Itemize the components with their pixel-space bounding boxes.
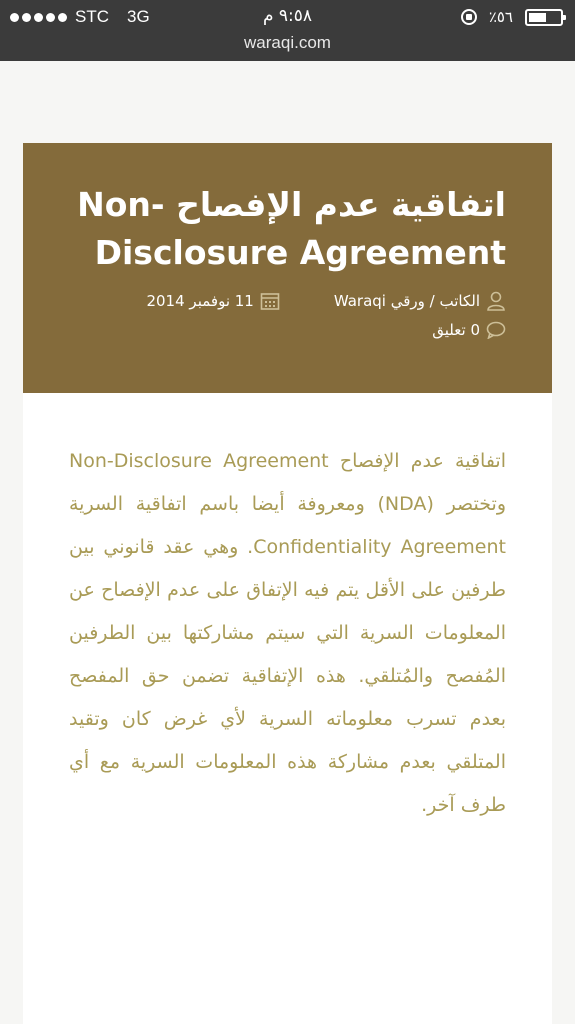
comments-link[interactable]: 0 تعليق bbox=[432, 321, 480, 339]
carrier-name: STC bbox=[75, 7, 109, 26]
network-type: 3G bbox=[127, 7, 150, 26]
post-date: 11 نوفمبر 2014 bbox=[146, 292, 254, 310]
battery-fill bbox=[529, 13, 546, 22]
article-header bbox=[23, 143, 552, 393]
author-meta bbox=[334, 291, 506, 311]
comments-meta bbox=[432, 321, 506, 339]
address-bar-url[interactable]: waraqi.com bbox=[244, 33, 331, 52]
status-right bbox=[461, 5, 563, 29]
battery-percent: ٪٥٦ bbox=[488, 8, 513, 26]
article-meta bbox=[66, 291, 506, 311]
date-meta bbox=[146, 291, 279, 311]
rotation-lock-icon bbox=[461, 9, 477, 25]
user-icon bbox=[486, 291, 506, 311]
battery-icon bbox=[525, 9, 563, 26]
article-card bbox=[23, 143, 552, 1024]
article-body: اتفاقية عدم الإفصاح Non-Disclosure Agreement وتختصر (NDA) ومعروفة أيضا باسم اتفاقية السرية Confidentiality Agreement. وهي عقد قانوني بين طرفين على الأقل يتم فيه الإتفاق على عدم الإفصاح عن المعلومات السرية التي سيتم مشاركتها بين الطرفين المُفصح والمُتلقي. هذه الإتفاقية تضمن حق المفصح بعدم تسرب معلوماته السرية لأي غرض كان وتقيد المتلقي بعدم مشاركة هذه المعلومات السرية مع أي طرف آخر. bbox=[69, 450, 506, 816]
comment-icon bbox=[486, 321, 506, 339]
author-link[interactable]: الكاتب / ورقي Waraqi bbox=[333, 292, 480, 310]
status-bar bbox=[0, 0, 575, 61]
article-title[interactable]: اتفاقية عدم الإفصاح -Non Disclosure Agreement bbox=[77, 185, 506, 272]
calendar-icon bbox=[260, 291, 280, 311]
status-time: ٩:٥٨ م bbox=[262, 6, 313, 26]
